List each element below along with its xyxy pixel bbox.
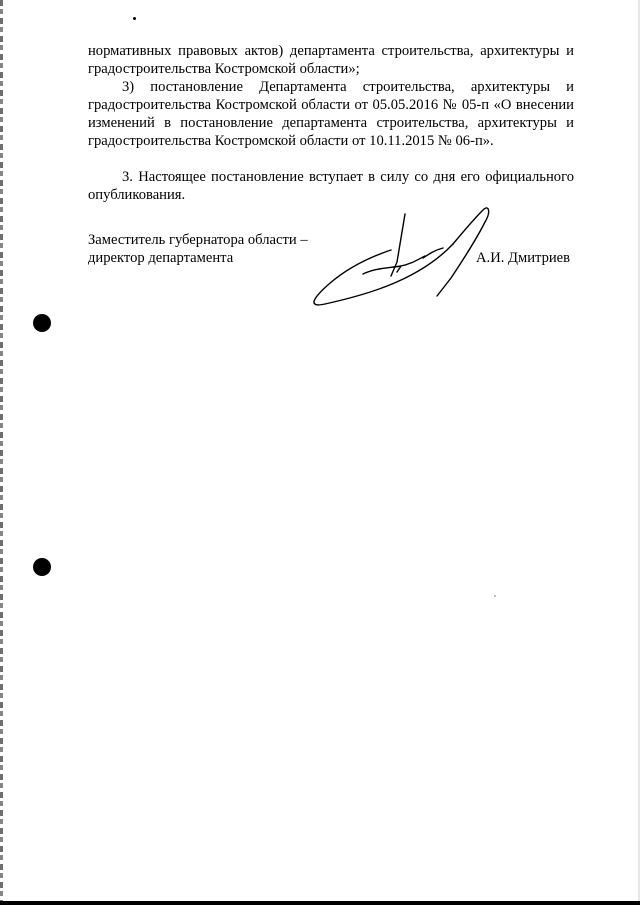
signatory-name: А.И. Дмитриев	[476, 250, 571, 266]
signatory-position: Заместитель губернатора области – директор департамента	[88, 232, 308, 266]
punch-hole-icon	[33, 558, 51, 576]
scan-bottom-edge	[0, 901, 640, 905]
paragraph-effective-date	[88, 168, 574, 204]
paragraph-continuation	[88, 42, 574, 78]
paragraph-text: 3) постановление Департамента строительства, архитектуры и градостроительства Костромской области от 05.05.2016 № 05-п «О внесении изменений в постановление департамента строительства, архитектуры и градостроительства Костромской области от 10.11.2015 № 06-п».	[88, 79, 574, 149]
handwritten-signature	[305, 200, 505, 320]
paragraph-item-3-repeal	[88, 78, 574, 150]
paragraph-text: нормативных правовых актов) департамента строительства, архитектуры и градостроительства Костромской области»;	[88, 43, 574, 77]
scan-speck-faint	[494, 595, 496, 597]
punch-hole-icon	[33, 314, 51, 332]
scan-speck	[133, 17, 136, 20]
paragraph-text: 3. Настоящее постановление вступает в силу со дня его официального опубликования.	[88, 169, 574, 203]
scan-left-edge	[0, 0, 3, 905]
